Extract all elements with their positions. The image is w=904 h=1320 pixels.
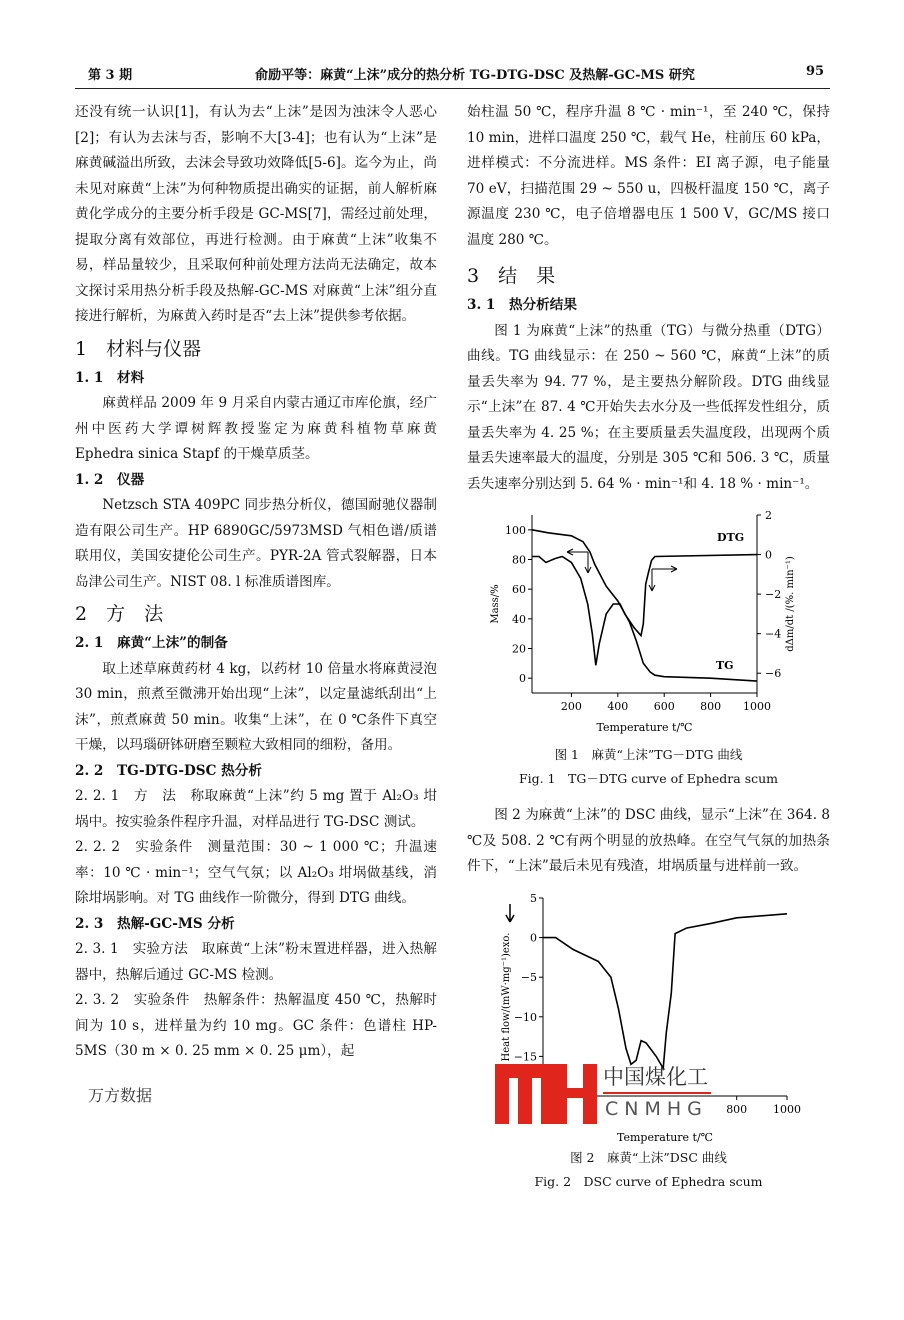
figure-1-caption-en: Fig. 1 TG－DTG curve of Ephedra scum [518, 771, 779, 786]
section-2-heading: 2 方 法 [75, 603, 164, 625]
x-tick-label: 600 [653, 700, 675, 713]
y-tick-label: 40 [512, 612, 526, 626]
y-tick-label: 100 [505, 523, 526, 537]
x-tick-label: 200 [560, 700, 582, 713]
intro-paragraph: 还没有统一认识[1]，有认为去“上沫”是因为浊沫令人恶心[2]；有认为去沫与否，影响不大[3-4]；也有认为“上沫”是麻黄碱溢出所致，去沫会导致功效降低[5-6]。迄今为止，尚未见对麻黄“上沫”为何种物质提出确实的证据，前人解析麻黄化学成分的主要分析手段是 GC-MS[7]，需经过前处理，提取分离有效部位，再进行检测。由于麻黄“上沫”收集不易，样品量较少，且采取何种前处理方法尚无法确定，故本文探讨采用热分析手段及热解-GC-MS 对麻黄“上沫”组分直接进行解析，为麻黄入药时是否“去上沫”提供参考依据。 [75, 104, 437, 324]
section-3-1-heading: 3. 1 热分析结果 [467, 297, 577, 313]
section-2-1-heading: 2. 1 麻黄“上沫”的制备 [75, 635, 228, 651]
y-tick-label: 20 [512, 642, 526, 656]
watermark-en: CNMHG [605, 1097, 708, 1120]
thermal-results-paragraph: 图 1 为麻黄“上沫”的热重（TG）与微分热重（DTG）曲线。TG 曲线显示：在 250 ~ 560 ℃，麻黄“上沫”的质量丢失率为 94. 77 %，是主要热分解阶段。DTG 曲线显示“上沫”在 87. 4 ℃开始失去水分及一些低挥发性组分，质量丢失率为 4. 25 %；在主要质量丢失温度段，出现两个质量丢失速率最大的温度，分别是 305 ℃和 506. 3 ℃，质量丢失速率分别达到 5. 64 % · min⁻¹和 4. 18 % · min⁻¹。 [467, 322, 830, 492]
section-2-2-heading: 2. 2 TG-DTG-DSC 热分析 [75, 762, 262, 779]
tg-axis-arrow [567, 549, 591, 573]
y-tick-label: −10 [513, 1010, 537, 1024]
footer-source: 万方数据 [88, 1085, 153, 1105]
continued-paragraph: 始柱温 50 ℃，程序升温 8 ℃ · min⁻¹，至 240 ℃，保持 10 min，进样口温度 250 ℃，载气 He，柱前压 60 kPa，进样模式：不分流进样。MS 条件：EI 离子源，电子能量 70 eV，扫描范围 29 ~ 550 u，四极杆温度 150 ℃，离子源温度 230 ℃，电子倍增器电压 1 500 V，GC/MS 接口温度 280 ℃。 [467, 104, 830, 248]
x-tick-label: 400 [607, 700, 629, 713]
y2-tick-label: 2 [765, 509, 772, 522]
x-tick-label: 800 [726, 1102, 748, 1116]
left-column [75, 100, 437, 1128]
series-dtg-line [532, 555, 757, 666]
x-tick-label: 800 [700, 700, 722, 713]
y2-tick-label: −2 [765, 588, 782, 602]
exo-direction-arrow-icon [506, 904, 514, 922]
y-tick-label: −15 [513, 1049, 537, 1063]
figure-1-tg-dtg-chart [480, 503, 830, 743]
tg-annotation: TG [716, 659, 734, 672]
y-tick-label: 60 [512, 583, 526, 597]
section-1-1-heading: 1. 1 材料 [75, 369, 145, 386]
y2-tick-label: −6 [765, 667, 782, 681]
y-axis-label: Heat flow/(mW·mg⁻¹)exo. [501, 932, 512, 1061]
x-tick-label: 1000 [773, 1102, 801, 1116]
materials-paragraph: 麻黄样品 2009 年 9 月采自内蒙古通辽市库伦旗，经广州中医药大学谭树辉教授鉴定为麻黄科植物草麻黄 Ephedra sinica Stapf 的干燥草质茎。 [75, 395, 437, 462]
instruments-paragraph: Netzsch STA 409PC 同步热分析仪，德国耐驰仪器制造有限公司生产。HP 6890GC/5973MSD 气相色谱/质谱联用仪，美国安捷伦公司生产。PYR-2A 管式裂解器，日本岛津公司生产。NIST 08. l 标准质谱图库。 [75, 497, 437, 590]
section-2-3-heading: 2. 3 热解-GC-MS 分析 [75, 915, 235, 932]
x-axis-label: Temperature t/℃ [596, 721, 693, 734]
preparation-paragraph: 取上述草麻黄药材 4 kg，以药材 10 倍量水将麻黄浸泡 30 min，煎煮至微沸开始出现“上沫”，以定量滤纸刮出“上沫”，煎煮麻黄 50 min。收集“上沫”，在 0 ℃条件下真空干燥，以玛瑙研钵研磨至颗粒大致相同的细粉，备用。 [75, 660, 437, 753]
series-dsc-line [543, 913, 787, 1068]
section-3-heading: 3 结 果 [467, 265, 556, 287]
watermark-cn: 中国煤化工 [603, 1064, 708, 1089]
dtg-axis-arrow [649, 566, 677, 591]
pygcms-method-paragraph: 2. 3. 1 实验方法 取麻黄“上沫”粉末置进样器，进入热解器中，热解后通过 GC-MS 检测。 [75, 941, 437, 983]
conditions-paragraph: 2. 2. 2 实验条件 测量范围：30 ~ 1 000 ℃；升温速率：10 ℃ · min⁻¹；空气气氛；以 Al₂O₃ 坩埚做基线，消除坩埚影响。对 TG 曲线作一阶微分，得到 DTG 曲线。 [75, 839, 437, 906]
watermark-logo [495, 1064, 715, 1124]
page-number: 95 [806, 64, 825, 79]
y2-tick-label: −4 [765, 627, 782, 641]
pygcms-conditions-paragraph: 2. 3. 2 实验条件 热解条件：热解温度 450 ℃，热解时间为 10 s，进样量为约 10 mg。GC 条件：色谱柱 HP-5MS（30 m × 0. 25 mm × 0. 25 μm），起 [75, 992, 437, 1059]
y2-tick-label: 0 [765, 548, 772, 562]
running-title: 俞励平等：麻黄“上沫”成分的热分析 TG-DTG-DSC 及热解-GC-MS 研究 [255, 68, 695, 83]
y-tick-label: 80 [512, 553, 526, 567]
dtg-annotation: DTG [717, 531, 745, 544]
section-1-heading: 1 材料与仪器 [75, 337, 202, 360]
y-axis-label: Mass/% [490, 584, 501, 624]
x-tick-label: 1000 [743, 700, 771, 713]
figure-2-caption-en: Fig. 2 DSC curve of Ephedra scum [534, 1173, 763, 1189]
header-rule [75, 88, 830, 89]
issue-number: 第 3 期 [88, 68, 133, 83]
y-tick-label: 5 [530, 891, 537, 905]
right-column [467, 100, 830, 1194]
dsc-results-paragraph: 图 2 为麻黄“上沫”的 DSC 曲线，显示“上沫”在 364. 8 ℃及 508. 2 ℃有两个明显的放热峰。在空气气氛的加热条件下，“上沫”最后未见有残渣，坩埚质量与进样前一致。 [467, 807, 830, 874]
figure-2-caption-cn: 图 2 麻黄“上沫”DSC 曲线 [570, 1149, 727, 1165]
y-tick-label: −5 [520, 970, 537, 984]
figure-1-caption-cn: 图 1 麻黄“上沫”TG－DTG 曲线 [554, 747, 743, 762]
x-axis-label: Temperature t/℃ [617, 1130, 713, 1144]
method-paragraph: 2. 2. 1 方 法 称取麻黄“上沫”约 5 mg 置于 Al₂O₃ 坩埚中。按实验条件程序升温，对样品进行 TG-DSC 测试。 [75, 788, 437, 830]
y-tick-label: 0 [530, 931, 537, 945]
section-1-2-heading: 1. 2 仪器 [75, 471, 145, 488]
y2-axis-label: dΔm/dt /(%. min⁻¹) [785, 556, 796, 652]
y-tick-label: 0 [519, 672, 526, 686]
